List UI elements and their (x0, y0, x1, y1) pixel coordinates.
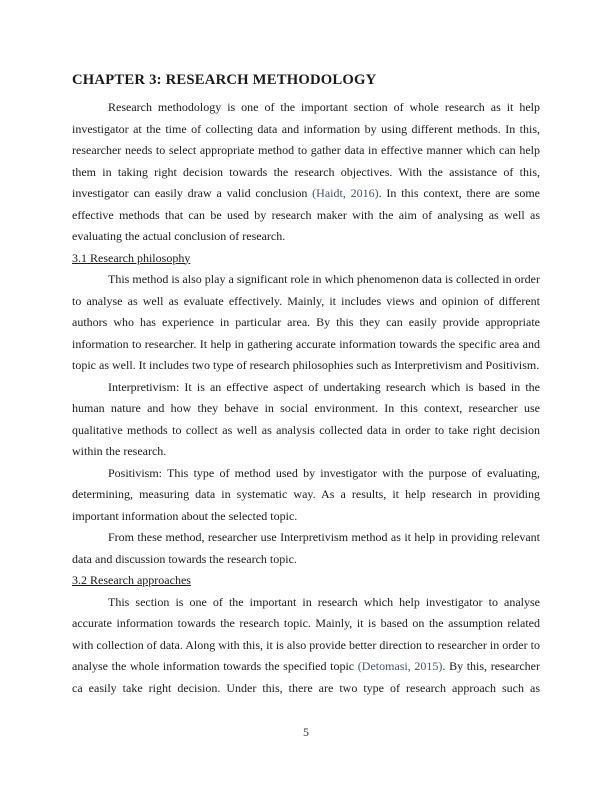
section-heading-research-philosophy: 3.1 Research philosophy (72, 250, 191, 265)
citation-haidt-2016: (Haidt, 2016) (312, 186, 379, 200)
intro-text-pre-citation: Research methodology is one of the important section of whole research as it help investigator at the time of collecting data and information by using different methods. In this, researcher needs to select appropriate method to gather data in effective manner which can help them in taking right decision towards the research objectives. With the assistance of this, investigator can easily draw a valid conclusion (72, 100, 540, 200)
intro-text-post-citation: . In this context, there are some effective methods that can be used by research maker with the aim of analysing as well as evaluating the actual conclusion of research. (72, 186, 540, 243)
philosophy-overview-paragraph: This method is also play a significant role in which phenomenon data is collected in order to analyse as well as evaluate effectively. Mainly, it includes views and opinion of different authors who has experience in particular area. By this they can easily provide appropriate information to researcher. It help in gathering accurate information towards the specific area and topic as well. It includes two type of research philosophies such as Interpretivism and Positivism. (72, 272, 540, 372)
intro-paragraph (72, 97, 540, 248)
interpretivism-paragraph: Interpretivism: It is an effective aspect of undertaking research which is based in the human nature and how they behave in social environment. In this context, researcher use qualitative methods to collect as well as analysis collected data in order to take right decision within the research. (72, 379, 540, 458)
page-number: 5 (303, 725, 309, 739)
approaches-text-pre-citation: This section is one of the important in research which help investigator to analyse accurate information towards the research topic. Mainly, it is based on the assumption related with collection of data. Along with this, it is also provide better direction to researcher in order to analyse the whole information towards the specified topic (72, 594, 540, 673)
chapter-heading: CHAPTER 3: RESEARCH METHODOLOGY (72, 72, 377, 88)
document-body (72, 70, 540, 699)
method-choice-paragraph: From these method, researcher use Interpretivism method as it help in providing relevant data and discussion towards the research topic. (72, 530, 540, 566)
citation-detomasi-2015: (Detomasi, 2015) (357, 659, 443, 673)
approaches-text-post-citation: . By this, researcher ca easily take right decision. Under this, there are two type of research approach such as (72, 659, 540, 695)
approaches-intro-paragraph (72, 592, 540, 700)
positivism-paragraph: Positivism: This type of method used by investigator with the purpose of evaluating, determining, measuring data in systematic way. As a results, it help research in providing important information about the selected topic. (72, 465, 540, 523)
section-heading-research-approaches: 3.2 Research approaches (72, 573, 191, 587)
